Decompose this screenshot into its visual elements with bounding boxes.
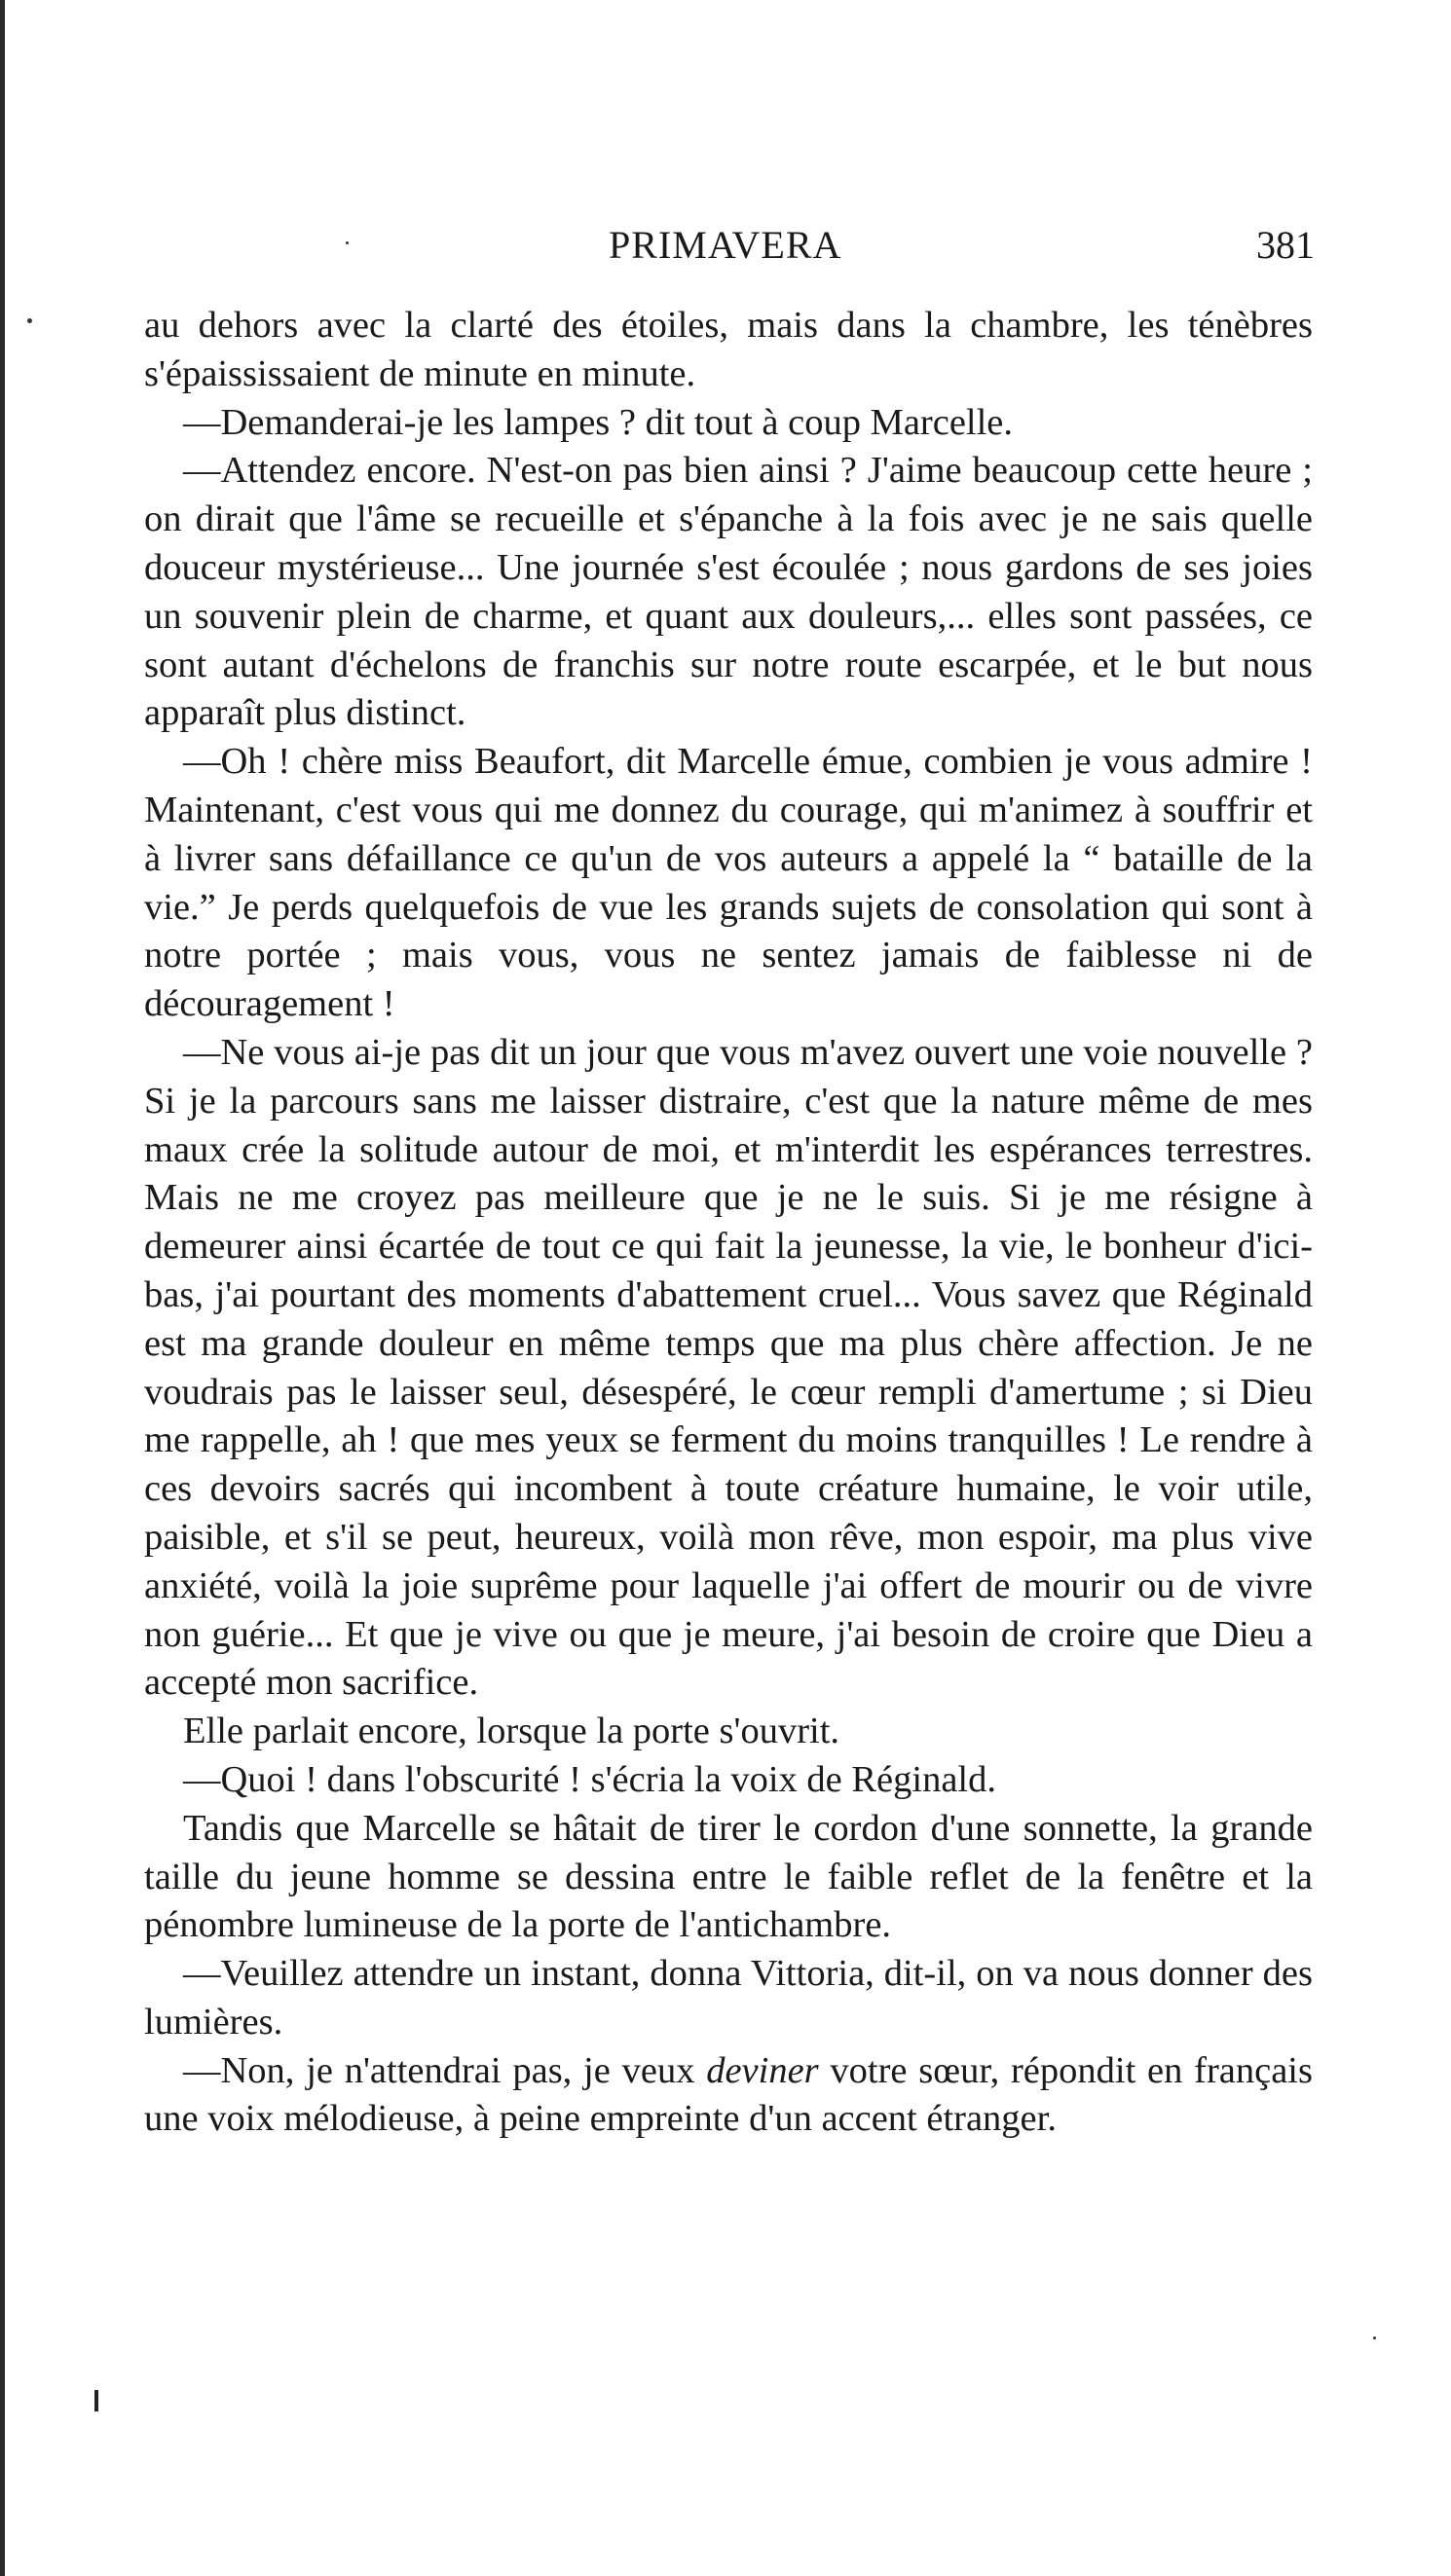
paragraph: —Demanderai-je les lampes ? dit tout à coup Marcelle.	[183, 401, 1014, 443]
paragraph-text: —Non, je n'attendrai pas, je veux	[183, 2049, 707, 2091]
stray-ink-mark	[94, 2390, 98, 2411]
page-header	[146, 222, 1315, 280]
binding-edge	[0, 0, 5, 2576]
paragraph	[144, 2047, 1313, 2145]
paragraph: —Attendez encore. N'est-on pas bien ainsi ? J'aime beaucoup cette heure ; on dirait que l'âme se recueille et s'épanche à la fois avec je ne sais quelle douceur mystérieuse... Une journée s'est écoulée ; nous gardons de ses joies un souvenir plein de charme, et quant aux douleurs,... elles sont passées, ce sont autant d'échelons de franchis sur notre route escarpée, et le but nous apparaît plus distinct.	[144, 450, 1313, 734]
paragraph: —Quoi ! dans l'obscurité ! s'écria la voix de Réginald.	[183, 1758, 996, 1800]
paragraph: Tandis que Marcelle se hâtait de tirer le cordon d'une sonnette, la grande taille du jeune homme se dessina entre le faible reflet de la fenêtre et la pénombre lumineuse de la porte de l'antichambre.	[144, 1807, 1313, 1946]
paragraph-text: votre sœur, répondit en français une voix mélodieuse, à peine empreinte d'un accent étranger.	[144, 2049, 1313, 2140]
ink-speck	[27, 318, 32, 323]
paragraph: —Ne vous ai-je pas dit un jour que vous m'avez ouvert une voie nouvelle ? Si je la parcours sans me laisser distraire, c'est que la nature même de mes maux crée la solitude autour de moi, et m'interdit les espérances terrestres. Mais ne me croyez pas meilleure que je ne le suis. Si je me résigne à demeurer ainsi écartée de tout ce qui fait la jeunesse, la vie, le bonheur d'ici-bas, j'ai pourtant des moments d'abattement cruel... Vous savez que Réginald est ma grande douleur en même temps que ma plus chère affection. Je ne voudrais pas le laisser seul, désespéré, le cœur rempli d'amertume ; si Dieu me rappelle, ah ! que mes yeux se ferment du moins tranquilles ! Le rendre à ces devoirs sacrés qui incombent à toute créature humaine, le voir utile, paisible, et s'il se peut, heureux, voilà mon rêve, mon espoir, ma plus vive anxiété, voilà la joie suprême pour laquelle j'ai offert de mourir ou de vivre non guérie... Et que je vive ou que je meure, j'ai besoin de croire que Dieu a accepté mon sacrifice.	[144, 1031, 1313, 1704]
page-number: 381	[1256, 223, 1315, 267]
running-title: PRIMAVERA	[609, 223, 842, 267]
paragraph: Elle parlait encore, lorsque la porte s'ouvrit.	[183, 1711, 840, 1752]
paragraph: —Veuillez attendre un instant, donna Vittoria, dit-il, on va nous donner des lumières.	[144, 1953, 1313, 2042]
body-text	[144, 302, 1313, 2144]
ink-speck	[1373, 2337, 1376, 2339]
paragraph: —Oh ! chère miss Beaufort, dit Marcelle émue, combien je vous admire ! Maintenant, c'est vous qui me donnez du courage, qui m'animez à souffrir et à livrer sans défaillance ce qu'un de vos auteurs a appelé la “ bataille de la vie.” Je perds quelquefois de vue les grands sujets de consolation qui sont à notre portée ; mais vous, vous ne sentez jamais de faiblesse ni de découragement !	[144, 741, 1313, 1025]
paragraph: au dehors avec la clarté des étoiles, mais dans la chambre, les ténèbres s'épaississaient de minute en minute.	[144, 305, 1313, 394]
italic-word: deviner	[706, 2049, 819, 2091]
